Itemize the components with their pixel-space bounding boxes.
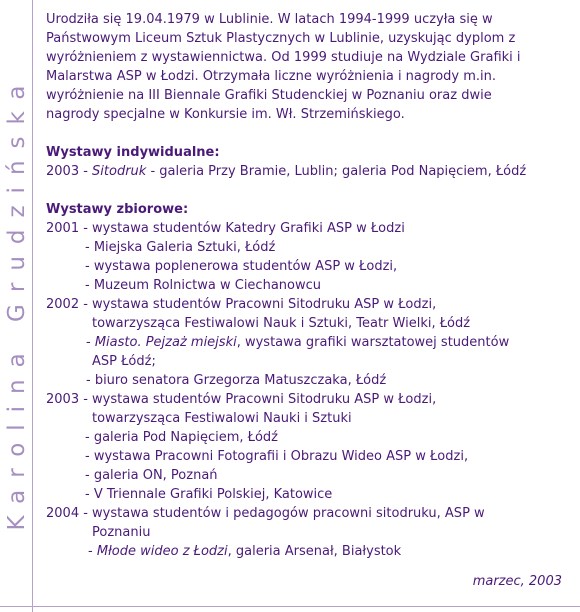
dash: -	[86, 335, 95, 350]
group-line-7	[46, 333, 574, 352]
group-line-14: - galeria ON, Poznań	[85, 468, 218, 483]
entry-details: - galeria Przy Bramie, Lublin; galeria Pod Napięciem, Łódź	[146, 164, 527, 179]
group-line-10: 2003 - wystawa studentów Pracowni Sitodruku ASP w Łodzi,	[46, 392, 437, 407]
group-line-8: ASP Łódź;	[92, 354, 156, 369]
group-line-12: - galeria Pod Napięciem, Łódź	[85, 430, 278, 445]
exhibition-details: , galeria Arsenał, Białystok	[227, 544, 402, 559]
individual-exhibition-entry	[46, 162, 574, 181]
group-line-13: - wystawa Pracowni Fotografii i Obrazu Wideo ASP w Łodzi,	[85, 449, 469, 464]
group-exhibitions-heading: Wystawy zbiorowe:	[46, 202, 189, 217]
biography: Urodziła się 19.04.1979 w Lublinie. W latach 1994-1999 uczyła się w Państwowym Liceum Sztuk Plastycznych w Lublinie, uzyskując dyplom z wyróżnieniem z wystawiennictwa. Od 1999 studiuje na Wydziale Grafiki i Malarstwa ASP w Łodzi. Otrzymała liczne wyróżnienia i nagrody m.in. wyróżnienie na III Biennale Grafiki Studenckiej w Poznaniu oraz dwie nagrody specjalne w Konkursie im. Wł. Strzemińskiego.	[46, 12, 521, 122]
group-line-18	[46, 542, 574, 561]
date: marzec, 2003	[472, 574, 562, 589]
group-line-2: - Miejska Galeria Sztuki, Łódź	[85, 240, 276, 255]
individual-exhibitions-heading: Wystawy indywidualne:	[46, 145, 220, 160]
group-line-1: 2001 - wystawa studentów Katedry Grafiki ASP w Łodzi	[46, 221, 405, 236]
entry-title: Sitodruk	[92, 164, 147, 179]
artist-name-vertical: Karolina Grudzińska	[4, 73, 30, 531]
group-line-6: towarzysząca Festiwalowi Nauk i Sztuki, Teatr Wielki, Łódź	[92, 316, 471, 331]
entry-year: 2003 -	[46, 164, 93, 179]
group-line-5: 2002 - wystawa studentów Pracowni Sitodruku ASP w Łodzi,	[46, 297, 437, 312]
bottom-divider	[0, 606, 580, 607]
dash: -	[88, 544, 97, 559]
group-line-15: - V Triennale Grafiki Polskiej, Katowice	[85, 487, 333, 502]
content	[46, 10, 574, 561]
exhibition-title: Młode wideo z Łodzi	[96, 544, 228, 559]
group-line-16: 2004 - wystawa studentów i pedagogów pracowni sitodruku, ASP w	[46, 506, 485, 521]
group-line-17: Poznaniu	[92, 525, 151, 540]
group-line-11: towarzysząca Festiwalowi Nauki i Sztuki	[92, 411, 352, 426]
exhibition-title: Miasto. Pejzaż miejski	[94, 335, 237, 350]
group-line-9: - biuro senatora Grzegorza Matuszczaka, Łódź	[86, 373, 387, 388]
group-line-3: - wystawa poplenerowa studentów ASP w Łodzi,	[85, 259, 398, 274]
exhibition-details: , wystawa grafiki warsztatowej studentów	[236, 335, 510, 350]
sidebar	[0, 0, 33, 612]
group-line-4: - Muzeum Rolnictwa w Ciechanowcu	[85, 278, 321, 293]
